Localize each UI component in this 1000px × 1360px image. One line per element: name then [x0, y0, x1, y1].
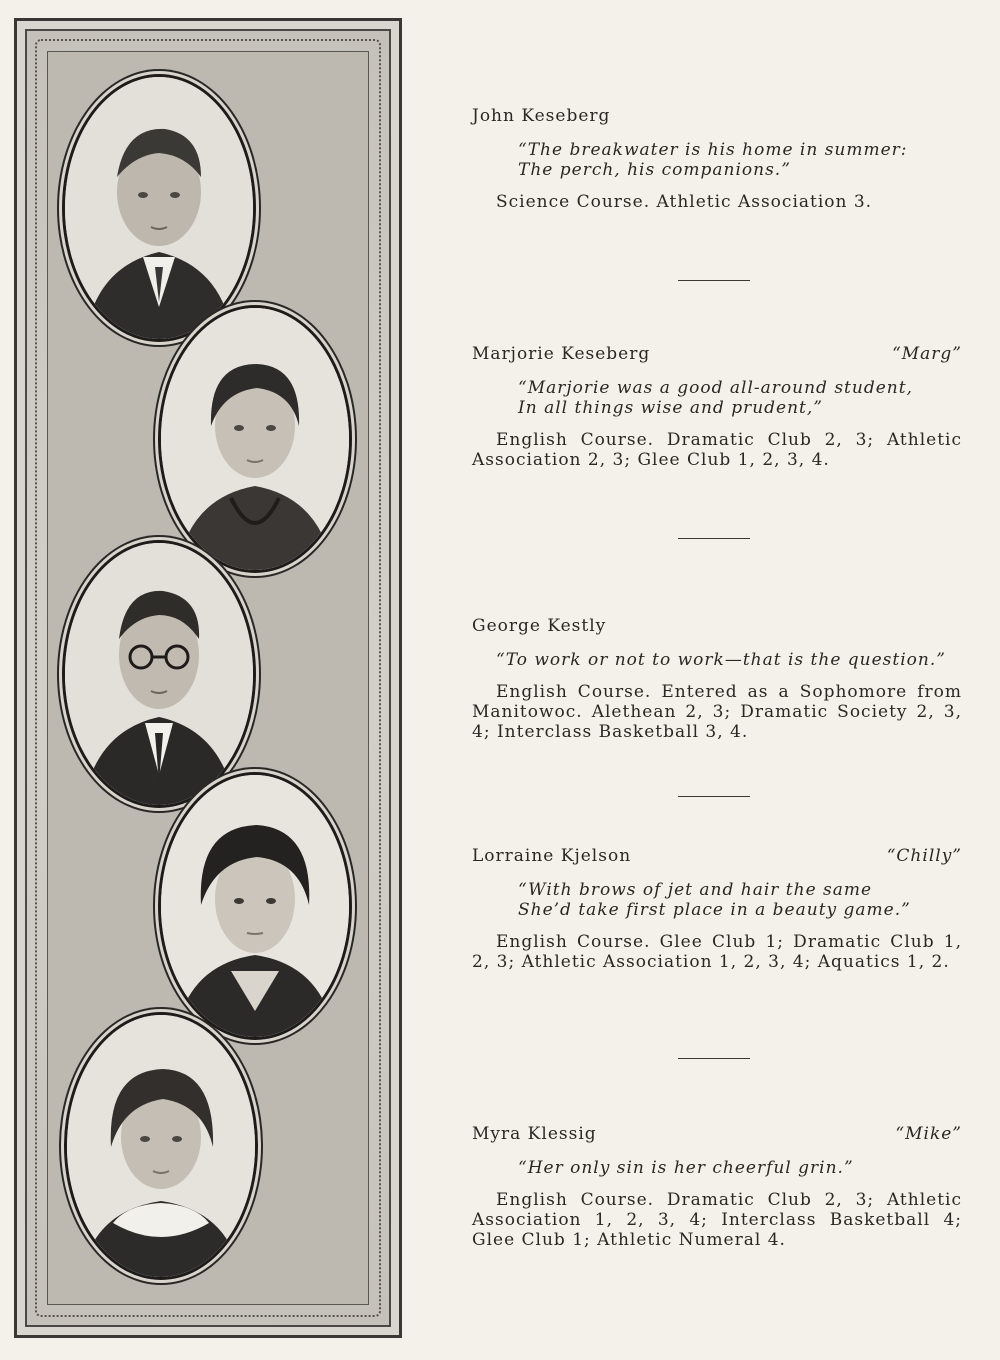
- entry-header: [472, 344, 962, 368]
- portrait-myra-klessig: [64, 1012, 258, 1280]
- entry-quote: “To work or not to work—that is the question.”: [496, 650, 946, 670]
- entry-divider: [678, 796, 750, 797]
- student-name: Myra Klessig: [472, 1124, 597, 1144]
- entry-john-keseberg: [472, 106, 962, 212]
- entry-george-kestly: [472, 616, 962, 742]
- entry-divider: [678, 538, 750, 539]
- student-nickname: “Chilly”: [886, 846, 962, 866]
- entry-lorraine-kjelson: [472, 846, 962, 972]
- entry-myra-klessig: [472, 1124, 962, 1250]
- student-name: Lorraine Kjelson: [472, 846, 632, 866]
- male-portrait-icon: [65, 77, 253, 339]
- student-nickname: “Marg”: [892, 344, 962, 364]
- entry-details: English Course. Dramatic Club 2, 3; Athletic Association 2, 3; Glee Club 1, 2, 3, 4.: [472, 430, 962, 470]
- entry-quote: “With brows of jet and hair the same She’d take first place in a beauty game.”: [518, 880, 911, 920]
- entry-details: English Course. Entered as a Sophomore from Manitowoc. Alethean 2, 3; Dramatic Society 2, 3, 4; Interclass Basketball 3, 4.: [472, 682, 962, 742]
- portrait-george-kestly: [62, 540, 256, 808]
- entry-quote: “Marjorie was a good all-around student, In all things wise and prudent,”: [518, 378, 913, 418]
- entry-marjorie-keseberg: [472, 344, 962, 470]
- entry-divider: [678, 1058, 750, 1059]
- entry-details: English Course. Dramatic Club 2, 3; Athletic Association 1, 2, 3, 4; Interclass Basketball 4; Glee Club 1; Athletic Numeral 4.: [472, 1190, 962, 1250]
- entry-quote: “Her only sin is her cheerful grin.”: [518, 1158, 854, 1178]
- student-name: George Kestly: [472, 616, 607, 636]
- female-collar-portrait-icon: [67, 1015, 255, 1277]
- student-name: Marjorie Keseberg: [472, 344, 651, 364]
- student-name: John Keseberg: [472, 106, 611, 126]
- student-nickname: “Mike”: [895, 1124, 962, 1144]
- female-portrait-icon: [161, 775, 349, 1037]
- portrait-lorraine-kjelson: [158, 772, 352, 1040]
- portrait-marjorie-keseberg: [158, 305, 352, 573]
- entry-divider: [678, 280, 750, 281]
- female-portrait-icon: [161, 308, 349, 570]
- entry-details: Science Course. Athletic Association 3.: [496, 192, 873, 212]
- entry-header: [472, 846, 962, 870]
- entry-header: [472, 616, 962, 640]
- entry-details: English Course. Glee Club 1; Dramatic Club 1, 2, 3; Athletic Association 1, 2, 3, 4; Aquatics 1, 2.: [472, 932, 962, 972]
- entry-header: [472, 1124, 962, 1148]
- male-glasses-portrait-icon: [65, 543, 253, 805]
- entry-quote: “The breakwater is his home in summer: The perch, his companions.”: [518, 140, 908, 180]
- entry-header: [472, 106, 962, 130]
- portrait-john-keseberg: [62, 74, 256, 342]
